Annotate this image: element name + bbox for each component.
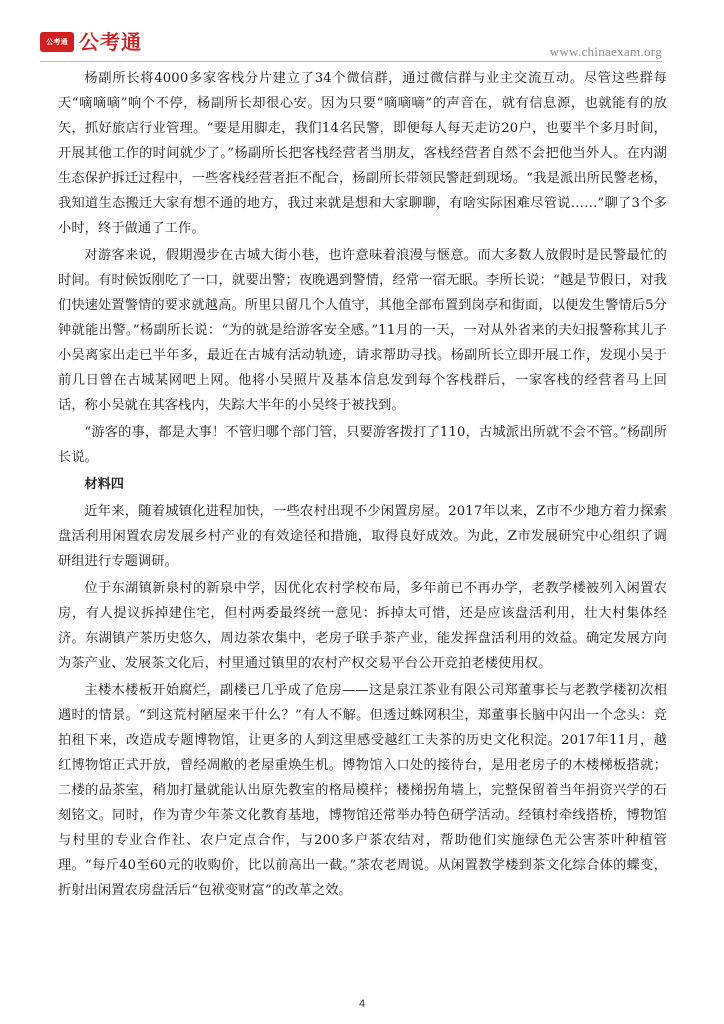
document-body <box>58 66 667 903</box>
logo-badge: 公考通 <box>40 32 74 52</box>
paragraph-group-a-1: 杨副所长将4000多家客栈分片建立了34个微信群，通过微信群与业主交流互动。尽管这些群每天“嘀嘀嘀”响个不停，杨副所长却很心安。因为只要“嘀嘀嘀”的声音在，就有信息源，也就能有的放矢，抓好旅店行业管理。“要是用脚走，我们14名民警，即便每人每天走访20户，也要半个多月时间，开展其他工作的时间就少了。”杨副所长把客栈经营者当朋友，客栈经营者自然不会把他当外人。在内湖生态保护拆迁过程中，一些客栈经营者拒不配合，杨副所长带领民警赶到现场。“我是派出所民警老杨，我知道生态搬迁大家有想不通的地方，我过来就是想和大家聊聊，有啥实际困难尽管说……”聊了3个多小时，终于做通了工作。 <box>58 71 667 236</box>
logo-text: 公考通 <box>79 30 142 54</box>
paragraph-group-b-3: 主楼木楼板开始腐烂，副楼已几乎成了危房——这是泉江茶业有限公司郑董事长与老教学楼初次相遇时的情景。“到这荒村陋屋来干什么？”有人不解。但透过蛛网积尘，郑董事长脑中闪出一个念头：竞拍租下来，改造成专题博物馆，让更多的人到这里感受越红工夫茶的历史文化积淀。2017年11月，越红博物馆正式开放，曾经凋敝的老屋重焕生机。博物馆入口处的接待台，是用老房子的木楼梯板搭就；二楼的品茶室，稍加打量就能认出原先教室的格局模样；楼梯拐角墙上，完整保留着当年捐资兴学的石刻铭文。同时，作为青少年茶文化教育基地，博物馆还常举办特色研学活动。经镇村牵线搭桥，博物馆与村里的专业合作社、农户定点合作，与200多户茶农结对，帮助他们实施绿色无公害茶叶种植管理。“每斤40至60元的收购价，比以前高出一截。”茶农老周说。从闲置教学楼到茶文化综合体的蝶变，折射出闲置农房盘活后“包袱变财富”的改革之效。 <box>58 683 667 898</box>
section-title: 材料四 <box>84 477 124 492</box>
paragraph-group-a-3: “游客的事，都是大事！不管归哪个部门管，只要游客拨打了110，古城派出所就不会不管。”杨副所长说。 <box>58 425 667 465</box>
paragraph-group-b-2: 位于东湖镇新泉村的新泉中学，因优化农村学校布局，多年前已不再办学，老教学楼被列入闲置农房，有人提议拆掉建住宅，但村两委最终统一意见：拆掉太可惜，还是应该盘活利用，壮大村集体经济。东湖镇产茶历史悠久，周边茶农集中，老房子联手茶产业，能发挥盘活利用的效益。确定发展方向为茶产业、发展茶文化后，村里通过镇里的农村产权交易平台公开竞拍老楼使用权。 <box>58 581 667 671</box>
page-header <box>0 0 724 64</box>
site-url: www.chinaexam.org <box>549 44 662 59</box>
paragraph-group-b-1: 近年来，随着城镇化进程加快，一些农村出现不少闲置房屋。2017年以来，Z市不少地方着力探索盘活利用闲置农房发展乡村产业的有效途径和措施，取得良好成效。为此，Z市发展研究中心组织了调研组进行专题调研。 <box>58 504 667 569</box>
page-number: 4 <box>358 998 366 1010</box>
paragraph-group-a-2: 对游客来说，假期漫步在古城大街小巷，也许意味着浪漫与惬意。而大多数人放假时是民警最忙的时间。有时候饭刚吃了一口，就要出警；夜晚遇到警情，经常一宿无眠。李所长说：“越是节假日，对我们快速处置警情的要求就越高。所里只留几个人值守，其他全部布置到岗亭和街面，以便发生警情后5分钟就能出警。”杨副所长说：“为的就是给游客安全感。”11月的一天，一对从外省来的夫妇报警称其儿子小吴离家出走已半年多，最近在古城有活动轨迹，请求帮助寻找。杨副所长立即开展工作，发现小吴于前几日曾在古城某网吧上网。他将小吴照片及基本信息发到每个客栈群后，一家客栈的经营者马上回话，称小吴就在其客栈内，失踪大半年的小吴终于被找到。 <box>58 248 667 413</box>
header-divider <box>40 61 662 62</box>
logo <box>40 32 142 52</box>
